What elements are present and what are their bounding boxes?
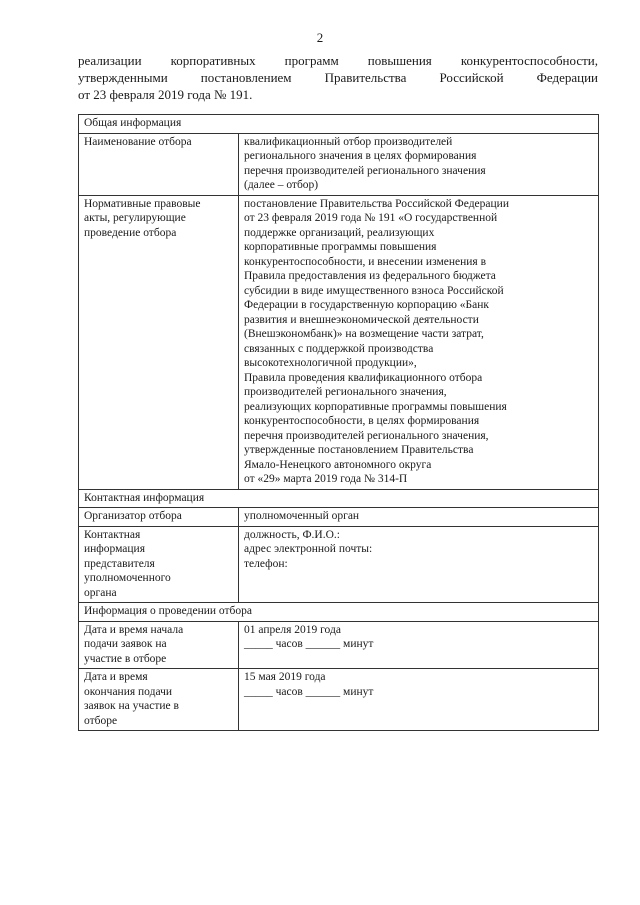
value-line: субсидии в виде имущественного взноса Российской — [244, 284, 504, 297]
value-line: постановление Правительства Российской Федерации — [244, 197, 509, 210]
value-line: телефон: — [244, 557, 288, 570]
field-value — [239, 195, 599, 489]
value-line: утвержденные постановлением Правительства — [244, 444, 474, 456]
value-line: (Внешэкономбанк)» на возмещение части затрат, — [244, 328, 484, 340]
value-line: Ямало-Ненецкого автономного округа — [244, 458, 432, 471]
value-line: производителей регионального значения, — [244, 386, 447, 398]
field-label — [79, 621, 239, 669]
field-value: уполномоченный орган — [239, 508, 599, 527]
value-line: связанных с поддержкой производства — [244, 342, 434, 355]
intro-line: от 23 февраля 2019 года № 191. — [78, 87, 253, 102]
field-label — [79, 526, 239, 603]
label-line: органа — [84, 586, 117, 599]
end-date: 15 мая 2019 года — [244, 671, 326, 683]
section-title: Информация о проведении отбора — [79, 603, 599, 622]
label-line: подачи заявок на — [84, 638, 167, 650]
value-line: адрес электронной почты: — [244, 543, 373, 555]
value-line: корпоративные программы повышения — [244, 241, 437, 253]
value-line: от «29» марта 2019 года № 314-П — [244, 473, 408, 485]
value-line: высокотехнологичной продукции», — [244, 357, 417, 369]
section-contacts — [79, 489, 599, 508]
section-title: Общая информация — [79, 115, 599, 134]
label-line: представителя — [84, 557, 155, 570]
field-value — [239, 669, 599, 731]
field-value — [239, 133, 599, 195]
label-line: отборе — [84, 714, 118, 727]
intro-paragraph — [78, 52, 598, 103]
value-line: Правила предоставления из федерального бюджета — [244, 270, 496, 282]
field-value — [239, 526, 599, 603]
selection-info-table — [78, 114, 599, 731]
value-line: поддержке организаций, реализующих — [244, 226, 435, 239]
row-selection-name — [79, 133, 599, 195]
start-date: 01 апреля 2019 года — [244, 623, 341, 636]
value-line: должность, Ф.И.О.: — [244, 528, 340, 541]
value-line: конкурентоспособности, и внесении изменения в — [244, 255, 486, 268]
value-line: перечня производителей регионального значения, — [244, 429, 489, 442]
label-line: заявок на участие в — [84, 700, 179, 712]
intro-line: реализации корпоративных программ повышения конкурентоспособности, — [78, 53, 598, 68]
value-line: регионального значения в целях формирования — [244, 150, 477, 162]
row-end-datetime — [79, 669, 599, 731]
field-label — [79, 195, 239, 489]
label-line: Контактная — [84, 528, 141, 541]
page-number: 2 — [316, 30, 324, 45]
label-line: Дата и время начала — [84, 623, 184, 636]
label-line: Нормативные правовые — [84, 197, 201, 210]
label-line: окончания подачи — [84, 685, 173, 698]
value-line: Федерации в государственную корпорацию «Банк — [244, 299, 489, 311]
value-line: квалификационный отбор производителей — [244, 135, 453, 148]
label-line: участие в отборе — [84, 652, 167, 665]
value-line: Правила проведения квалификационного отбора — [244, 371, 483, 384]
section-general — [79, 115, 599, 134]
value-line: перечня производителей регионального значения — [244, 164, 486, 177]
label-line: Дата и время — [84, 671, 148, 683]
row-organizer — [79, 508, 599, 527]
section-conduct — [79, 603, 599, 622]
field-label: Наименование отбора — [79, 133, 239, 195]
label-line: уполномоченного — [84, 572, 171, 584]
row-contact-info — [79, 526, 599, 603]
label-line: информация — [84, 543, 145, 555]
row-start-datetime — [79, 621, 599, 669]
label-line: акты, регулирующие — [84, 212, 186, 224]
end-time: _____ часов ______ минут — [244, 685, 374, 698]
field-label — [79, 669, 239, 731]
field-label: Организатор отбора — [79, 508, 239, 527]
intro-line: утвержденными постановлением Правительства Российской Федерации — [78, 70, 598, 85]
field-value — [239, 621, 599, 669]
value-line: от 23 февраля 2019 года № 191 «О государственной — [244, 212, 498, 224]
value-line: реализующих корпоративные программы повышения — [244, 400, 507, 413]
section-title: Контактная информация — [79, 489, 599, 508]
value-line: конкурентоспособности, в целях формирования — [244, 415, 480, 427]
label-line: проведение отбора — [84, 226, 177, 239]
row-legal-acts — [79, 195, 599, 489]
value-line: (далее – отбор) — [244, 179, 319, 191]
start-time: _____ часов ______ минут — [244, 638, 374, 650]
value-line: развития и внешнеэкономической деятельности — [244, 313, 479, 326]
